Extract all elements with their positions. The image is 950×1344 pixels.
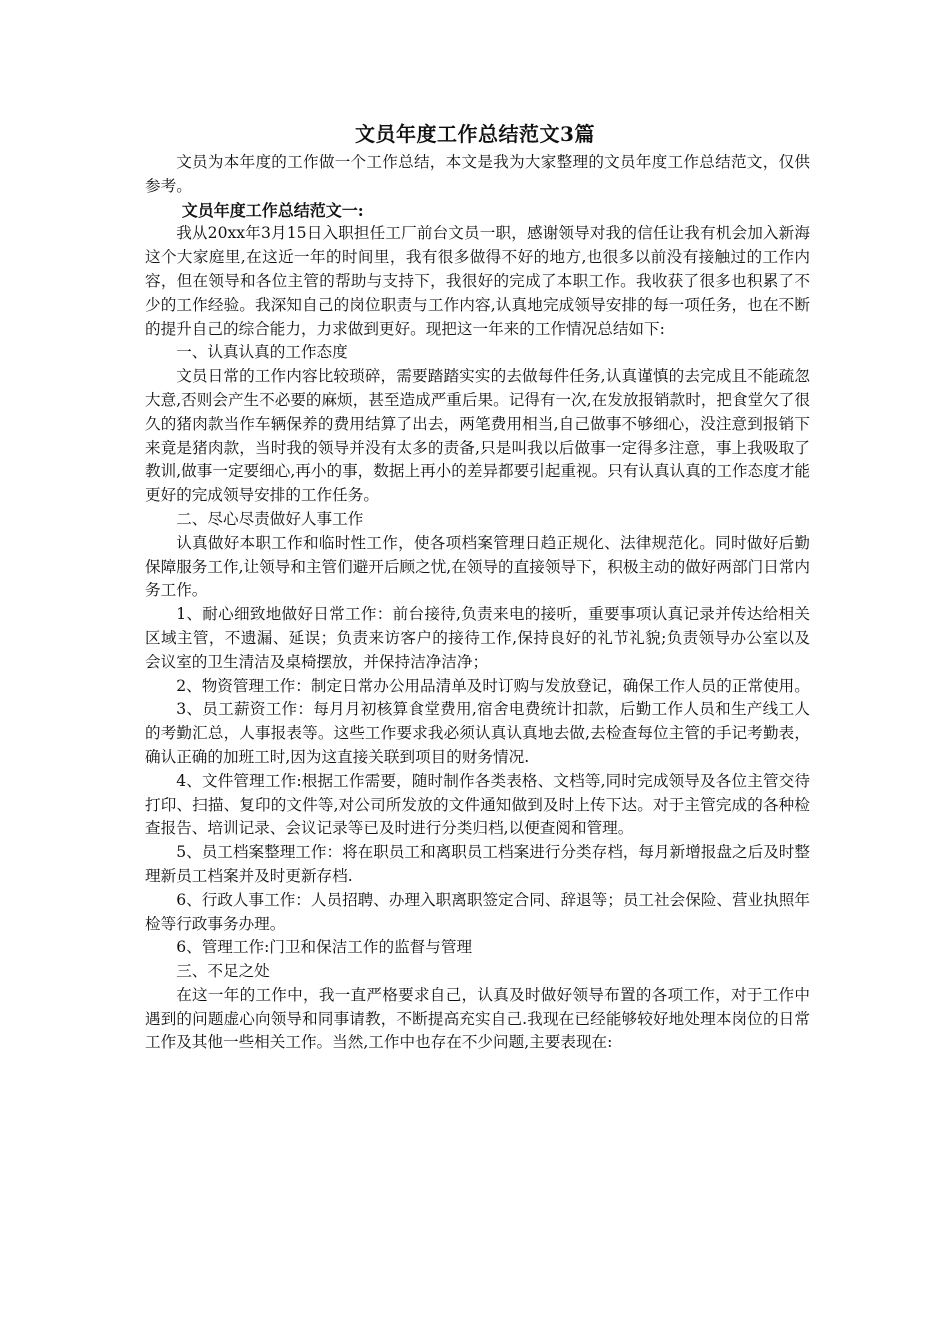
list-item-paragraph: 3、员工薪资工作：每月月初核算食堂费用,宿舍电费统计扣款，后勤工作人员和生产线工人的考勤汇总，人事报表等。这些工作要求我必须认真认真地去做,去检查每位主管的手记考勤表，确认正确的加班工时,因为这直接关联到项目的财务情况.	[145, 700, 810, 766]
subheading-paragraph: 一、认真认真的工作态度	[176, 343, 348, 362]
paragraph: 我从20xx年3月15日入职担任工厂前台文员一职，感谢领导对我的信任让我有机会加入新海这个大家庭里,在这近一年的时间里，我有很多做得不好的地方,也很多以前没有接触过的工作内容，但在领导和各位主管的帮助与支持下，我很好的完成了本职工作。我收获了很多也积累了不少的工作经验。我深知自己的岗位职责与工作内容,认真地完成领导安排的每一项任务，也在不断的提升自己的综合能力，力求做到更好。现把这一年来的工作情况总结如下:	[145, 224, 810, 338]
list-item-paragraph: 6、行政人事工作：人员招聘、办理入职离职签定合同、辞退等；员工社会保险、营业执照年检等行政事务办理。	[145, 890, 810, 933]
document-title: 文员年度工作总结范文3篇	[355, 122, 595, 146]
intro-paragraph: 文员为本年度的工作做一个工作总结，本文是我为大家整理的文员年度工作总结范文，仅供参考。	[145, 153, 810, 195]
subheading-paragraph: 二、尽心尽责做好人事工作	[176, 509, 364, 528]
paragraph: 文员日常的工作内容比较琐碎，需要踏踏实实的去做每件任务,认真谨慎的去完成且不能疏忽大意,否则会产生不必要的麻烦，甚至造成严重后果。记得有一次,在发放报销款时，把食堂欠了很久的猪肉款当作车辆保养的费用结算了出去，两笔费用相当,自己做事不够细心，没注意到报销下来竟是猪肉款，当时我的领导并没有太多的责备,只是叫我以后做事一定得多注意，事上我吸取了教训,做事一定要细心,再小的事，数据上再小的差异都要引起重视。只有认真认真的工作态度才能更好的完成领导安排的工作任务。	[145, 367, 810, 505]
document-body	[145, 151, 810, 1055]
paragraph: 认真做好本职工作和临时性工作，使各项档案管理日趋正规化、法律规范化。同时做好后勤保障服务工作,让领导和主管们避开后顾之忧,在领导的直接领导下，积极主动的做好两部门日常内务工作。	[145, 533, 810, 600]
list-item-paragraph: 1、耐心细致地做好日常工作：前台接待,负责来电的接听，重要事项认真记录并传达给相关区域主管，不遗漏、延误；负责来访客户的接待工作,保持良好的礼节礼貌;负责领导办公室以及会议室的卫生清洁及桌椅摆放，并保持洁净洁净；	[145, 605, 810, 671]
list-item-paragraph: 2、物资管理工作：制定日常办公用品清单及时订购与发放登记，确保工作人员的正常使用。	[176, 676, 810, 695]
section-heading: 文员年度工作总结范文一:	[181, 200, 364, 220]
list-item-paragraph: 6、管理工作:门卫和保洁工作的监督与管理	[176, 938, 473, 957]
paragraph: 在这一年的工作中，我一直严格要求自己，认真及时做好领导布置的各项工作，对于工作中遇到的问题虚心向领导和同事请教，不断提高充实自己.我现在已经能够较好地处理本岗位的日常工作及其他一些相关工作。当然,工作中也存在不少问题,主要表现在:	[145, 985, 810, 1052]
list-item-paragraph: 4、文件管理工作:根据工作需要，随时制作各类表格、文档等,同时完成领导及各位主管交待打印、扫描、复印的文件等,对公司所发放的文件通知做到及时上传下达。对于主管完成的各种检查报告、培训记录、会议记录等已及时进行分类归档,以便查阅和管理。	[145, 771, 810, 838]
list-item-paragraph: 5、员工档案整理工作：将在职员工和离职员工档案进行分类存档，每月新增报盘之后及时整理新员工档案并及时更新存档.	[145, 843, 810, 885]
subheading-paragraph: 三、不足之处	[176, 962, 270, 981]
